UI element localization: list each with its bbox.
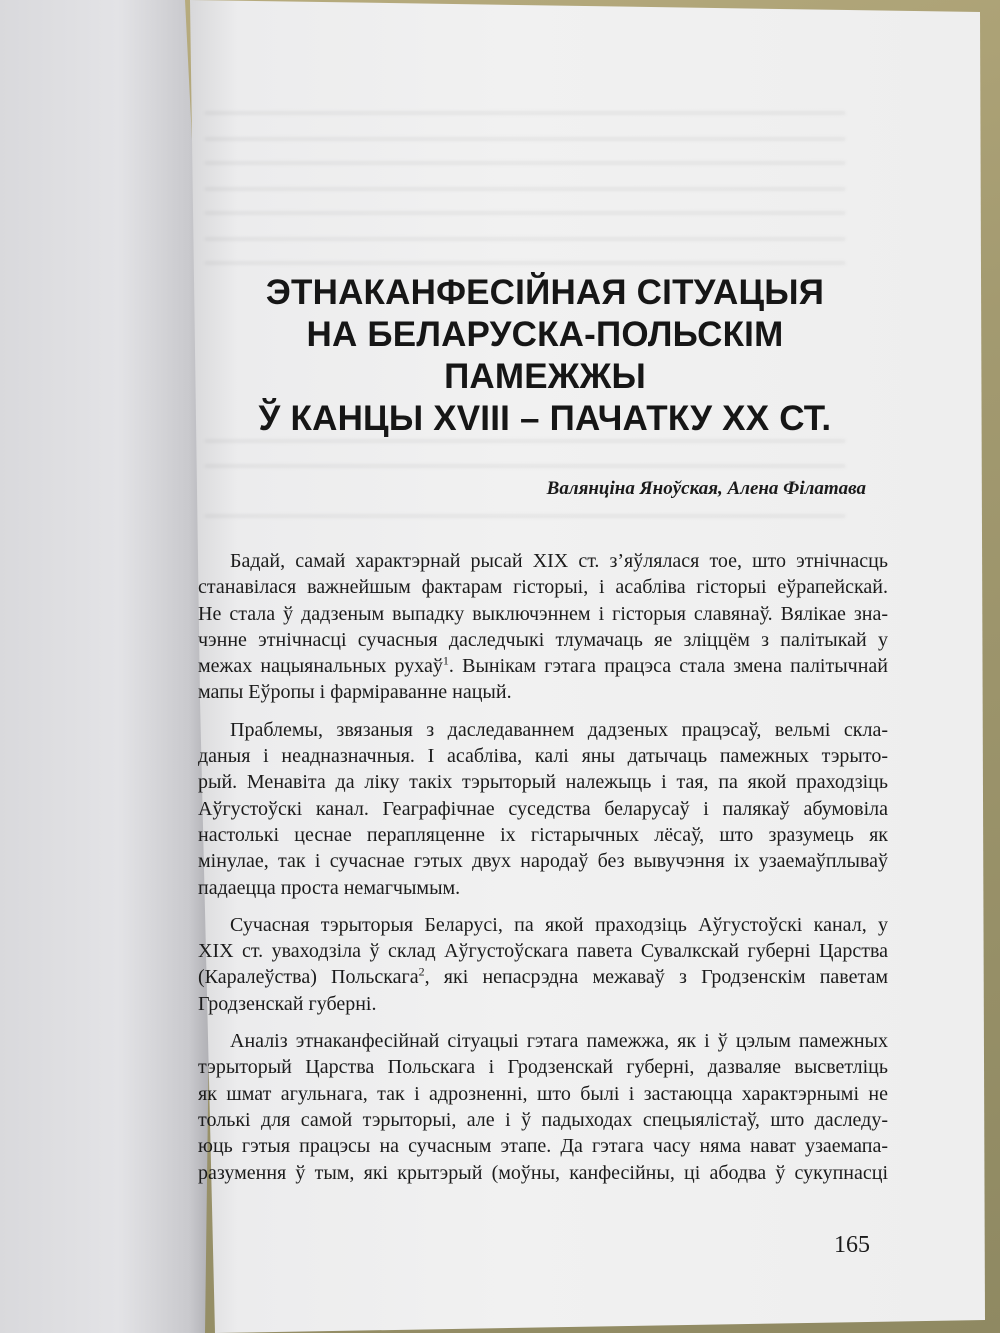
text-line: Сучасная тэрыторыя Беларусі, па якой праходзіць Аўгустоўскі канал, у — [230, 913, 888, 936]
show-through-line — [205, 515, 845, 517]
text-line: Не стала ў дадзеным выпадку выключэннем і гісторыя славянаў. Вялікае зна- — [198, 602, 888, 625]
text-line: настолькі цеснае перапляценне іх гістарычных лёсаў, што зразумець як — [198, 823, 888, 846]
text-line-content: Бадай, самай характэрнай рысай XIX ст. з’яўлялася тое, што этнічнасць — [230, 550, 888, 572]
text-line — [198, 653, 888, 679]
article-title — [230, 272, 860, 440]
text-line: падаецца проста немагчымым. — [198, 876, 461, 899]
text-line — [198, 548, 888, 574]
text-line: Гродзенскай губерні. — [198, 992, 377, 1015]
text-line: мінулае, так і сучаснае гэтых двух народаў без вывучэння іх узаемаўплываў — [198, 850, 888, 873]
show-through-line — [205, 212, 845, 214]
footnote-marker[interactable]: 1 — [442, 653, 449, 668]
text-line: XIX ст. уваходзіла ў склад Аўгустоўскага павета Сувалкскай губерні Царства — [198, 940, 888, 963]
facing-page — [0, 0, 215, 1333]
text-line: даныя і неадназначныя. І асабліва, калі яны датычаць памежных тэрыто- — [198, 745, 888, 768]
text-line: разумення ў тым, які крытэрый (моўны, канфесійны, ці абодва ў сукупнасці — [198, 1161, 888, 1184]
show-through-line — [205, 465, 845, 467]
show-through-line — [205, 238, 845, 240]
text-line: Праблемы, звязаныя з даследаваннем дадзеных працэсаў, вельмі скла- — [230, 718, 888, 741]
show-through-line — [205, 440, 845, 442]
text-line: Аўгустоўскі канал. Геаграфічнае суседства беларусаў і палякаў абумовіла — [198, 797, 888, 820]
footnote-marker[interactable]: 2 — [418, 964, 425, 979]
show-through-line — [205, 262, 845, 264]
article-authors: Валянціна Яноўская, Алена Філатава — [546, 478, 866, 499]
paragraph — [198, 912, 888, 1017]
text-line: рый. Менавіта да ліку такіх тэрыторый належыць і тая, па якой праходзіць — [198, 771, 888, 794]
show-through-line — [205, 188, 845, 190]
text-line — [198, 964, 888, 990]
title-line: НА БЕЛАРУСКА-ПОЛЬСКІМ — [306, 315, 784, 354]
text-fragment: . Вынікам гэтага працэса стала змена палітычнай — [448, 655, 888, 678]
show-through-line — [205, 138, 845, 140]
text-line: Аналіз этнаканфесійнай сітуацыі гэтага памежжа, як і ў цэлым памежных — [230, 1030, 888, 1053]
paragraph — [198, 548, 888, 706]
show-through-line — [205, 112, 845, 114]
title-line: Ў КАНЦЫ XVIII – ПАЧАТКУ XX СТ. — [258, 399, 832, 438]
text-line: юць гэтыя працэсы на сучасным этапе. Да гэтага часу няма нават узаемапа- — [198, 1135, 888, 1158]
text-line: станавілася важнейшым фактарам гісторыі, і асабліва гісторыі еўрапейскай. — [198, 576, 888, 599]
title-line: ЭТНАКАНФЕСІЙНАЯ СІТУАЦЫЯ — [265, 273, 825, 312]
text-line: толькі для самой тэрыторыі, але і ў падыходах спецыялістаў, што даследу- — [198, 1108, 888, 1131]
text-fragment: (Каралеўства) Польскага — [198, 966, 419, 989]
text-line: тэрыторый Царства Польскага і Гродзенскай губерні, дазваляе высветліць — [198, 1056, 888, 1079]
show-through-line — [205, 162, 845, 164]
text-fragment: межах нацыянальных рухаў — [198, 655, 443, 678]
page-number: 165 — [834, 1232, 870, 1258]
text-line: чэнне этнічнасці сучасныя даследчыкі тлумачаць яе зліццём з палітыкай у — [198, 628, 888, 651]
article-body — [198, 548, 888, 1197]
text-line: як шмат агульнага, так і адрозненні, што былі і застаюцца характэрнымі не — [198, 1082, 888, 1105]
paragraph — [198, 1028, 888, 1186]
title-line: ПАМЕЖЖЫ — [444, 357, 646, 396]
text-fragment: , які непасрэдна межаваў з Гродзенскім паветам — [424, 966, 889, 989]
paragraph — [198, 717, 888, 901]
text-line: мапы Еўропы і фарміраванне нацый. — [198, 681, 512, 704]
